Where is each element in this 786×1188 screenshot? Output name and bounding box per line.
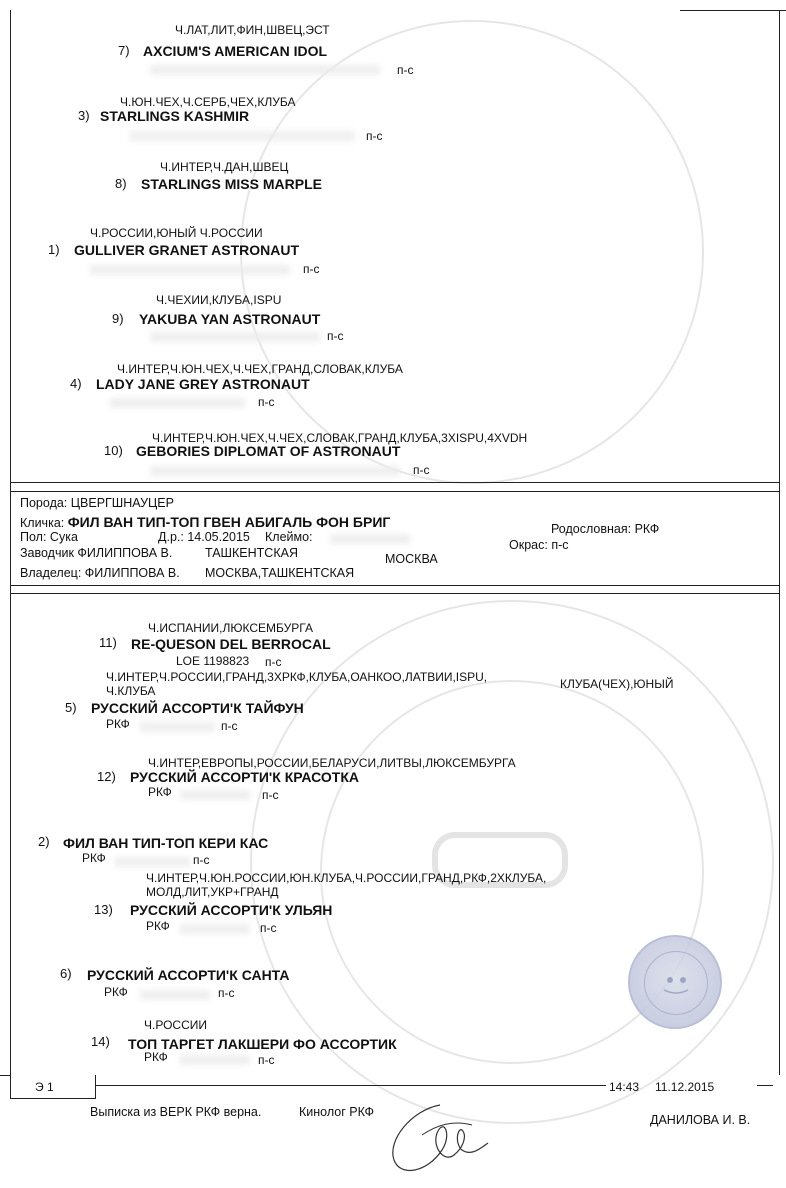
redacted-field [150, 332, 320, 342]
entry-reg: РКФ [104, 985, 128, 999]
entry-name: РУССКИЙ АССОРТИ'К САНТА [87, 967, 290, 983]
entry-titles: Ч.РОССИИ,ЮНЫЙ Ч.РОССИИ [90, 226, 263, 240]
entry-name: ФИЛ ВАН ТИП-ТОП КЕРИ КАС [63, 835, 269, 851]
entry-number: 4) [70, 376, 82, 391]
dob-value: 14.05.2015 [187, 530, 250, 544]
redacted-field [90, 265, 290, 275]
entry-color: п-с [262, 788, 279, 802]
coat-label: Окрас: [509, 538, 548, 552]
entry-titles: Ч.ИНТЕР,ЕВРОПЫ,РОССИИ,БЕЛАРУСИ,ЛИТВЫ,ЛЮКСЕМБУРГА [148, 756, 516, 770]
entry-titles: Ч.ИНТЕР,Ч.ЮН.ЧЕХ,Ч.ЧЕХ,СЛОВАК,ГРАНД,КЛУБА,3XISPU,4XVDH [152, 431, 528, 445]
entry-color: п-с [193, 853, 210, 867]
pedigree-value: РКФ [634, 522, 660, 536]
sex-label: Пол: [20, 530, 47, 544]
entry-number: 10) [104, 443, 123, 458]
entry-color: п-с [303, 262, 320, 276]
entry-name: YAKUBA YAN ASTRONAUT [139, 311, 321, 327]
entry-color: п-с [413, 463, 430, 477]
entry-name: РУССКИЙ АССОРТИ'К ТАЙФУН [91, 700, 304, 716]
entry-name: GULLIVER GRANET ASTRONAUT [74, 242, 300, 258]
redacted-field [140, 722, 215, 732]
entry-number: 12) [97, 769, 116, 784]
stamp-dog-icon [656, 968, 696, 998]
sex-value: Сука [49, 530, 78, 544]
info-box-bottom-line [10, 585, 780, 586]
footer-line-right [757, 1085, 773, 1086]
print-time: 14:43 [609, 1080, 640, 1094]
entry-number: 9) [112, 311, 124, 326]
entry-titles-line2: Ч.КЛУБА [106, 684, 156, 698]
owner-value: ФИЛИППОВА В. [84, 566, 180, 580]
entry-number: 11) [99, 635, 117, 650]
info-box-top-line [10, 482, 780, 483]
redacted-field [150, 466, 400, 476]
statement-text: Выписка из ВЕРК РКФ верна. [90, 1105, 262, 1119]
fci-watermark-emblem [430, 830, 570, 900]
entry-number: 8) [115, 176, 127, 191]
entry-number: 5) [65, 700, 77, 715]
breed-value: ЦВЕРГШНАУЦЕР [70, 496, 174, 510]
breeder-label: Заводчик [20, 546, 74, 560]
info-box-top-line-2 [10, 491, 780, 492]
entry-titles-line2: МОЛД,ЛИТ,УКР+ГРАНД [146, 885, 279, 899]
entry-name: РУССКИЙ АССОРТИ'К КРАСОТКА [130, 769, 359, 785]
entry-reg: РКФ [106, 717, 130, 731]
entry-color: п-с [265, 655, 282, 669]
redacted-field [330, 534, 410, 544]
page-code: Э 1 [35, 1080, 54, 1094]
entry-number: 14) [91, 1034, 110, 1049]
entry-color: п-с [218, 986, 235, 1000]
entry-number: 3) [78, 108, 90, 123]
entry-reg: LOE 1198823 [176, 654, 250, 668]
frame-right-line [779, 10, 780, 1075]
redacted-field [180, 924, 250, 934]
entry-name: AXCIUM'S AMERICAN IDOL [143, 43, 328, 59]
entry-name: GEBORIES DIPLOMAT OF ASTRONAUT [136, 443, 401, 459]
entry-reg: РКФ [146, 919, 170, 933]
entry-titles: Ч.ИСПАНИИ,ЛЮКСЕМБУРГА [148, 621, 313, 635]
pedigree-label: Родословная: [551, 522, 632, 536]
entry-color: п-с [258, 1053, 275, 1067]
print-date: 11.12.2015 [655, 1080, 715, 1094]
breeder-city-2: МОСКВА [385, 552, 438, 566]
rkf-watermark [240, 20, 704, 484]
entry-reg: РКФ [82, 851, 106, 865]
redacted-field [130, 131, 355, 141]
breeder-city: ТАШКЕНТСКАЯ [205, 546, 298, 560]
entry-titles: Ч.ИНТЕР,Ч.ДАН,ШВЕЦ [160, 160, 289, 174]
entry-name: STARLINGS KASHMIR [100, 108, 250, 124]
info-box-bottom-line-2 [10, 593, 780, 594]
entry-titles: Ч.ИНТЕР,Ч.РОССИИ,ГРАНД,3ХРКФ,КЛУБА,ОАНКОО,ЛАТВИИ,ISPU, [106, 670, 488, 684]
signer-name: ДАНИЛОВА И. В. [650, 1113, 751, 1127]
cynologist-label: Кинолог РКФ [299, 1105, 374, 1119]
entry-color: п-с [260, 921, 277, 935]
rkf-round-stamp [628, 935, 722, 1029]
entry-number: 1) [48, 242, 60, 257]
redacted-field [180, 790, 250, 800]
entry-color: п-с [366, 129, 383, 143]
brand-label: Клеймо: [265, 530, 313, 544]
owner-address: МОСКВА,ТАШКЕНТСКАЯ [205, 566, 355, 580]
entry-name: STARLINGS MISS MARPLE [141, 176, 322, 192]
redacted-field [110, 398, 245, 408]
entry-name: РУССКИЙ АССОРТИ'К УЛЬЯН [130, 902, 333, 918]
footer-line [96, 1085, 606, 1086]
entry-titles: Ч.ИНТЕР,Ч.ЮН.ЧЕХ,Ч.ЧЕХ,ГРАНД,СЛОВАК,КЛУБА [117, 362, 403, 376]
entry-titles: Ч.ИНТЕР,Ч.ЮН.РОССИИ,ЮН.КЛУБА,Ч.РОССИИ,ГРАНД,РКФ,2ХКЛУБА, [146, 871, 547, 885]
entry-color: п-с [397, 63, 414, 77]
entry-titles: Ч.РОССИИ [144, 1018, 207, 1032]
breeder-value: ФИЛИППОВА В. [77, 546, 173, 560]
entry-titles: Ч.ЮН.ЧЕХ,Ч.СЕРБ,ЧЕХ,КЛУБА [120, 95, 296, 109]
entry-reg: РКФ [144, 1050, 168, 1064]
breed-label: Порода: [20, 496, 68, 510]
stamp-center [644, 951, 708, 1015]
footer-line-left [0, 1075, 10, 1076]
entry-name: LADY JANE GREY ASTRONAUT [96, 376, 310, 392]
entry-reg: РКФ [148, 785, 172, 799]
coat-value: п-с [551, 538, 569, 552]
entry-number: 7) [118, 43, 130, 58]
redacted-field [115, 857, 190, 867]
entry-name: RE-QUESON DEL BERROCAL [131, 636, 331, 652]
dob-label: Д.р.: [158, 530, 184, 544]
redacted-field [180, 1055, 250, 1065]
dog-name-value: ФИЛ ВАН ТИП-ТОП ГВЕН АБИГАЛЬ ФОН БРИГ [67, 514, 391, 530]
frame-top-line [680, 10, 786, 11]
entry-number: 2) [38, 834, 50, 849]
handwritten-signature [382, 1095, 497, 1180]
entry-number: 13) [94, 902, 113, 917]
entry-color: п-с [258, 395, 275, 409]
entry-titles: Ч.ЧЕХИИ,КЛУБА,ISPU [156, 293, 282, 307]
entry-color: п-с [221, 719, 238, 733]
redacted-field [140, 990, 210, 1000]
entry-number: 6) [60, 966, 72, 981]
frame-left-line [10, 10, 11, 1075]
entry-titles-cont: КЛУБА(ЧЕХ),ЮНЫЙ [560, 677, 674, 691]
name-label: Кличка: [20, 516, 65, 530]
entry-color: п-с [327, 329, 344, 343]
redacted-field [150, 65, 380, 75]
entry-name: ТОП ТАРГЕТ ЛАКШЕРИ ФО АССОРТИК [128, 1036, 397, 1052]
owner-label: Владелец: [20, 566, 82, 580]
entry-titles: Ч.ЛАТ,ЛИТ,ФИН,ШВЕЦ,ЭСТ [175, 23, 330, 37]
